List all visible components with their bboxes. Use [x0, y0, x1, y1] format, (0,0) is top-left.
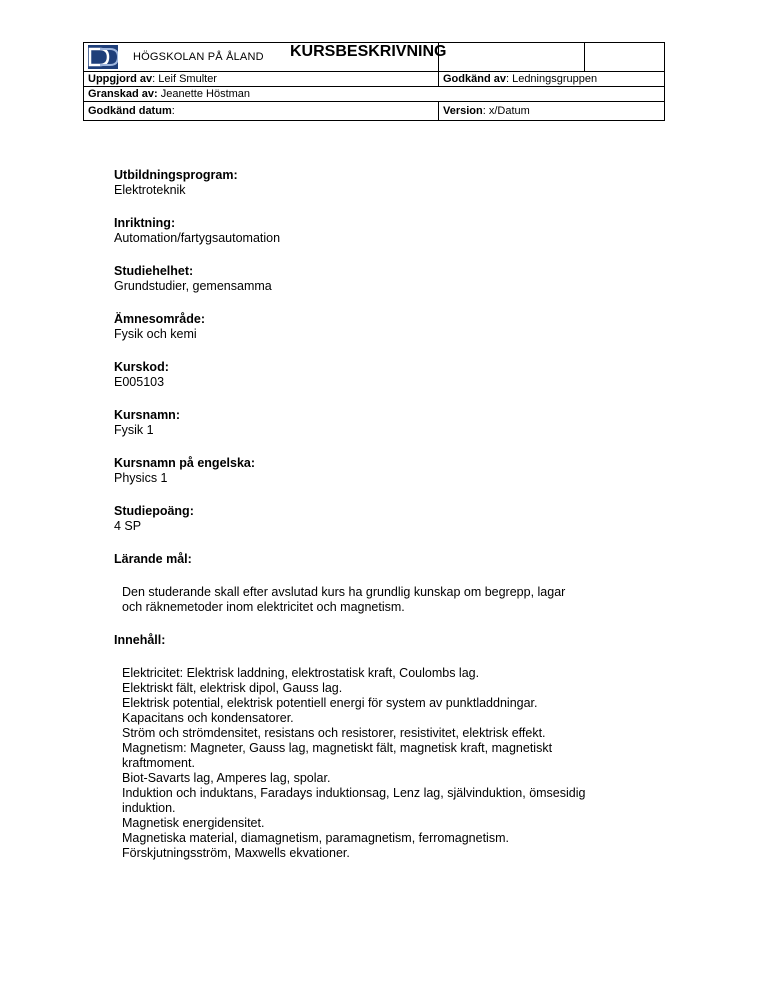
version: [438, 102, 664, 120]
granskad-av: [84, 87, 664, 101]
text-line: Ström och strömdensitet, resistans och resistorer, resistivitet, elektrisk effekt.: [122, 726, 546, 740]
section-label: Innehåll:: [114, 633, 166, 647]
school-logo-icon: [88, 45, 118, 69]
field-label: Utbildningsprogram:: [114, 168, 238, 182]
field-label: Ämnesområde:: [114, 312, 205, 326]
text-line: kraftmoment.: [122, 756, 195, 770]
header-row-granskad: [84, 87, 664, 102]
godkand-datum-label: Godkänd datum: [88, 105, 172, 117]
text-line: Kapacitans och kondensatorer.: [122, 711, 294, 725]
text-line: Elektrisk potential, elektrisk potentiell energi för system av punktladdningar.: [122, 696, 538, 710]
godkand-av-label: Godkänd av: [443, 73, 506, 85]
granskad-value: Jeanette Höstman: [157, 88, 251, 100]
field-amnesomrade: [114, 312, 674, 342]
text-line: Biot-Savarts lag, Amperes lag, spolar.: [122, 771, 331, 785]
section-text: [114, 666, 674, 861]
school-name: HÖGSKOLAN PÅ ÅLAND: [133, 51, 264, 63]
field-label: Kursnamn:: [114, 408, 180, 422]
section-text: [114, 585, 674, 615]
field-label: Studiehelhet:: [114, 264, 194, 278]
section-larande-mal: [114, 552, 674, 615]
text-line: och räknemetoder inom elektricitet och magnetism.: [122, 600, 405, 614]
field-label: Kursnamn på engelska:: [114, 456, 256, 470]
text-line: Induktion och induktans, Faradays induktionsag, Lenz lag, självinduktion, ömsesidig: [122, 786, 586, 800]
version-value: : x/Datum: [482, 105, 530, 117]
field-value: Fysik och kemi: [114, 327, 197, 341]
logo-cell: [84, 43, 447, 71]
godkand-av: [438, 72, 664, 86]
field-inriktning: [114, 216, 674, 246]
text-line: Den studerande skall efter avslutad kurs ha grundlig kunskap om begrepp, lagar: [122, 585, 566, 599]
version-label: Version: [443, 105, 483, 117]
field-value: Elektroteknik: [114, 183, 186, 197]
godkand-av-value: : Ledningsgruppen: [505, 73, 598, 85]
text-line: Elektricitet: Elektrisk laddning, elektrostatisk kraft, Coulombs lag.: [122, 666, 480, 680]
header-row-uppgjord: [84, 72, 664, 87]
document-header: [83, 42, 665, 121]
text-line: Elektriskt fält, elektrisk dipol, Gauss lag.: [122, 681, 343, 695]
field-kursnamn: [114, 408, 674, 438]
uppgjord-value: : Leif Smulter: [152, 73, 217, 85]
header-empty-cell: [584, 43, 664, 71]
field-value: Physics 1: [114, 471, 168, 485]
godkand-datum: [84, 102, 438, 120]
uppgjord-label: Uppgjord av: [88, 73, 153, 85]
document-title: KURSBESKRIVNING: [290, 43, 447, 60]
uppgjord-av: [84, 72, 438, 86]
godkand-datum-value: :: [171, 105, 175, 117]
field-label: Studiepoäng:: [114, 504, 194, 518]
text-line: Magnetiska material, diamagnetism, paramagnetism, ferromagnetism.: [122, 831, 509, 845]
field-kursnamn-engelska: [114, 456, 674, 486]
text-line: Magnetism: Magneter, Gauss lag, magnetiskt fält, magnetisk kraft, magnetiskt: [122, 741, 553, 755]
text-line: Förskjutningsström, Maxwells ekvationer.: [122, 846, 350, 860]
field-label: Inriktning:: [114, 216, 176, 230]
course-content: [114, 168, 674, 879]
header-blank-cell: [438, 43, 584, 71]
granskad-label: Granskad av:: [88, 88, 158, 100]
field-value: Grundstudier, gemensamma: [114, 279, 272, 293]
section-innehall: [114, 633, 674, 861]
field-value: Automation/fartygsautomation: [114, 231, 281, 245]
header-row-title: [84, 43, 664, 72]
field-studiehelhet: [114, 264, 674, 294]
header-row-datum: [84, 102, 664, 120]
field-label: Kurskod:: [114, 360, 169, 374]
text-line: induktion.: [122, 801, 176, 815]
field-value: 4 SP: [114, 519, 142, 533]
section-label: Lärande mål:: [114, 552, 192, 566]
text-line: Magnetisk energidensitet.: [122, 816, 265, 830]
field-value: E005103: [114, 375, 165, 389]
field-value: Fysik 1: [114, 423, 154, 437]
field-utbildningsprogram: [114, 168, 674, 198]
field-kurskod: [114, 360, 674, 390]
field-studiepoang: [114, 504, 674, 534]
